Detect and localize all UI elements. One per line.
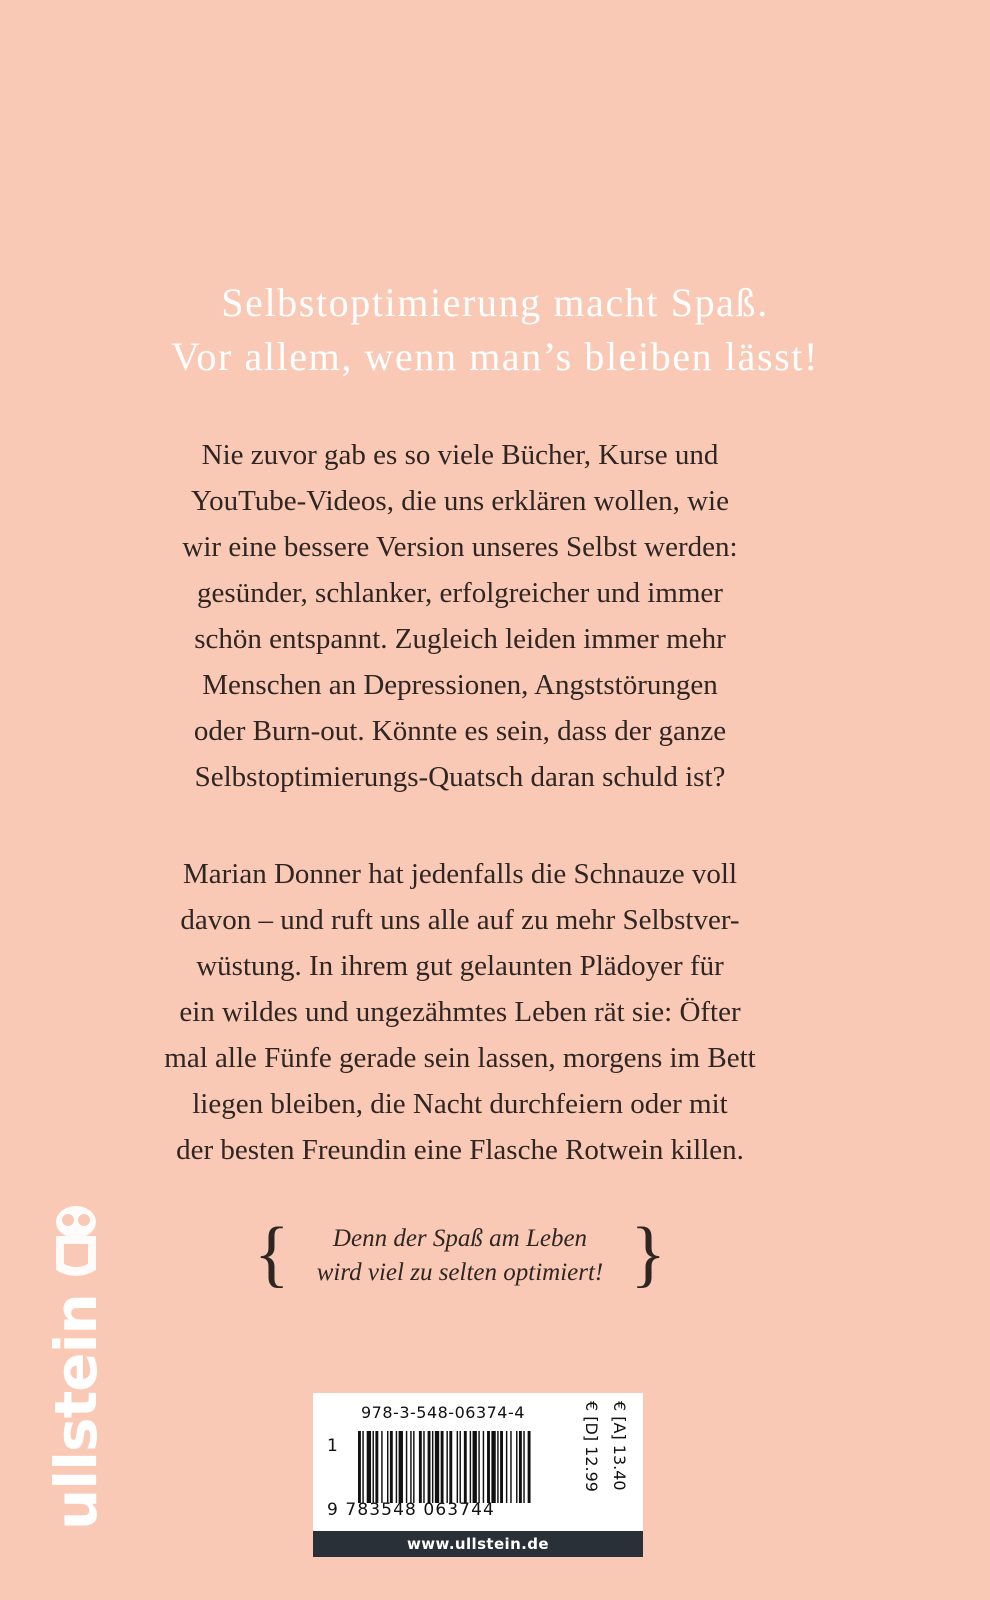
barcode-bar (519, 1431, 522, 1503)
price-austria (609, 1401, 631, 1526)
headline-line: Vor allem, wenn man’s bleiben lässt! (171, 334, 819, 379)
blurb-paragraph-1 (130, 432, 790, 800)
barcode-bar (399, 1431, 403, 1503)
text-line: Marian Donner hat jedenfalls die Schnauze voll (182, 858, 738, 890)
barcode-bar (406, 1431, 407, 1503)
barcode-bar (523, 1431, 524, 1503)
barcode-bar (358, 1431, 361, 1503)
barcode-graphic (358, 1431, 573, 1503)
price-austria-text: € [A] 13.40 (610, 1401, 629, 1491)
text-line: liegen bleiben, die Nacht durchfeiern oder mit (192, 1088, 728, 1120)
barcode-label (313, 1393, 643, 1557)
text-line: Menschen an Depressionen, Angststörungen (202, 669, 718, 701)
barcode-bar (516, 1431, 517, 1503)
owl-icon (56, 1206, 96, 1276)
isbn-text: 978-3-548-06374-4 (361, 1403, 525, 1422)
publisher-logo-text: ullstein (42, 1294, 110, 1530)
quote-text (270, 1222, 650, 1290)
text-line: davon – und ruft uns alle auf zu mehr Selbstver- (180, 904, 740, 936)
headline (0, 276, 990, 384)
barcode-bar (367, 1431, 371, 1503)
barcode-bar (381, 1431, 382, 1503)
barcode-bar (419, 1431, 422, 1503)
barcode-bar (487, 1431, 490, 1503)
barcode-bar (362, 1431, 363, 1503)
barcode-bar (428, 1431, 431, 1503)
barcode-bar (423, 1431, 424, 1503)
barcode-bar (432, 1431, 433, 1503)
barcode-bar (491, 1431, 495, 1503)
text-line: gesünder, schlanker, erfolgreicher und immer (197, 577, 723, 609)
text-line: wir eine bessere Version unseres Selbst werden: (182, 531, 738, 563)
barcode-bar (464, 1431, 467, 1503)
barcode-bar (435, 1431, 439, 1503)
text-line: oder Burn-out. Könnte es sein, dass der ganze (193, 715, 727, 747)
text-line: der besten Freundin eine Flasche Rotwein killen. (176, 1134, 744, 1166)
text-line: Selbstoptimierungs-Quatsch daran schuld ist? (194, 761, 726, 793)
barcode-bar (375, 1431, 378, 1503)
publisher-website: www.ullstein.de (313, 1531, 643, 1557)
headline-line: Selbstoptimierung macht Spaß. (221, 280, 769, 325)
price-germany (581, 1401, 603, 1526)
barcode-bar (497, 1431, 498, 1503)
barcode-bar (457, 1431, 458, 1503)
barcode-bar (390, 1431, 393, 1503)
price-germany-text: € [D] 12.99 (582, 1401, 601, 1492)
text-line: YouTube-Videos, die uns erklären wollen, wie (191, 485, 729, 517)
publisher-logo (28, 1200, 123, 1570)
quote (240, 1213, 680, 1295)
barcode-bar (506, 1431, 507, 1503)
barcode-bar (460, 1431, 461, 1503)
barcode-digits: 9 783548 063744 (327, 1500, 495, 1520)
barcode-bar (449, 1431, 452, 1503)
barcode-bar (473, 1431, 477, 1503)
barcode-bar (387, 1431, 388, 1503)
text-line: Nie zuvor gab es so viele Bücher, Kurse und (201, 439, 719, 471)
right-brace-icon: } (630, 1213, 666, 1295)
barcode-bar (483, 1431, 484, 1503)
barcode-bar (410, 1431, 411, 1503)
ullstein-logo-graphic (28, 1200, 123, 1570)
barcode-bar (510, 1431, 511, 1503)
blurb-paragraph-2 (130, 851, 790, 1173)
barcode-bar (413, 1431, 414, 1503)
quote-line: Denn der Spaß am Leben (332, 1225, 588, 1252)
text-line: wüstung. In ihrem gut gelaunten Plädoyer für (196, 950, 724, 982)
barcode-bar (446, 1431, 447, 1503)
text-line: ein wildes und ungezähmtes Leben rät sie: Öfter (179, 996, 741, 1028)
barcode-left-digit: 1 (327, 1436, 338, 1456)
barcode-bar (441, 1431, 444, 1503)
barcode-bar (396, 1431, 397, 1503)
left-brace-icon: { (254, 1213, 290, 1295)
text-line: schön entspannt. Zugleich leiden immer mehr (194, 623, 726, 655)
barcode-bar (478, 1431, 479, 1503)
text-line: mal alle Fünfe gerade sein lassen, morgens im Bett (164, 1042, 756, 1074)
barcode-bar (470, 1431, 471, 1503)
barcode-bar (373, 1431, 374, 1503)
quote-line: wird viel zu selten optimiert! (316, 1259, 604, 1286)
barcode-bar (528, 1431, 531, 1503)
barcode-bar (500, 1431, 503, 1503)
